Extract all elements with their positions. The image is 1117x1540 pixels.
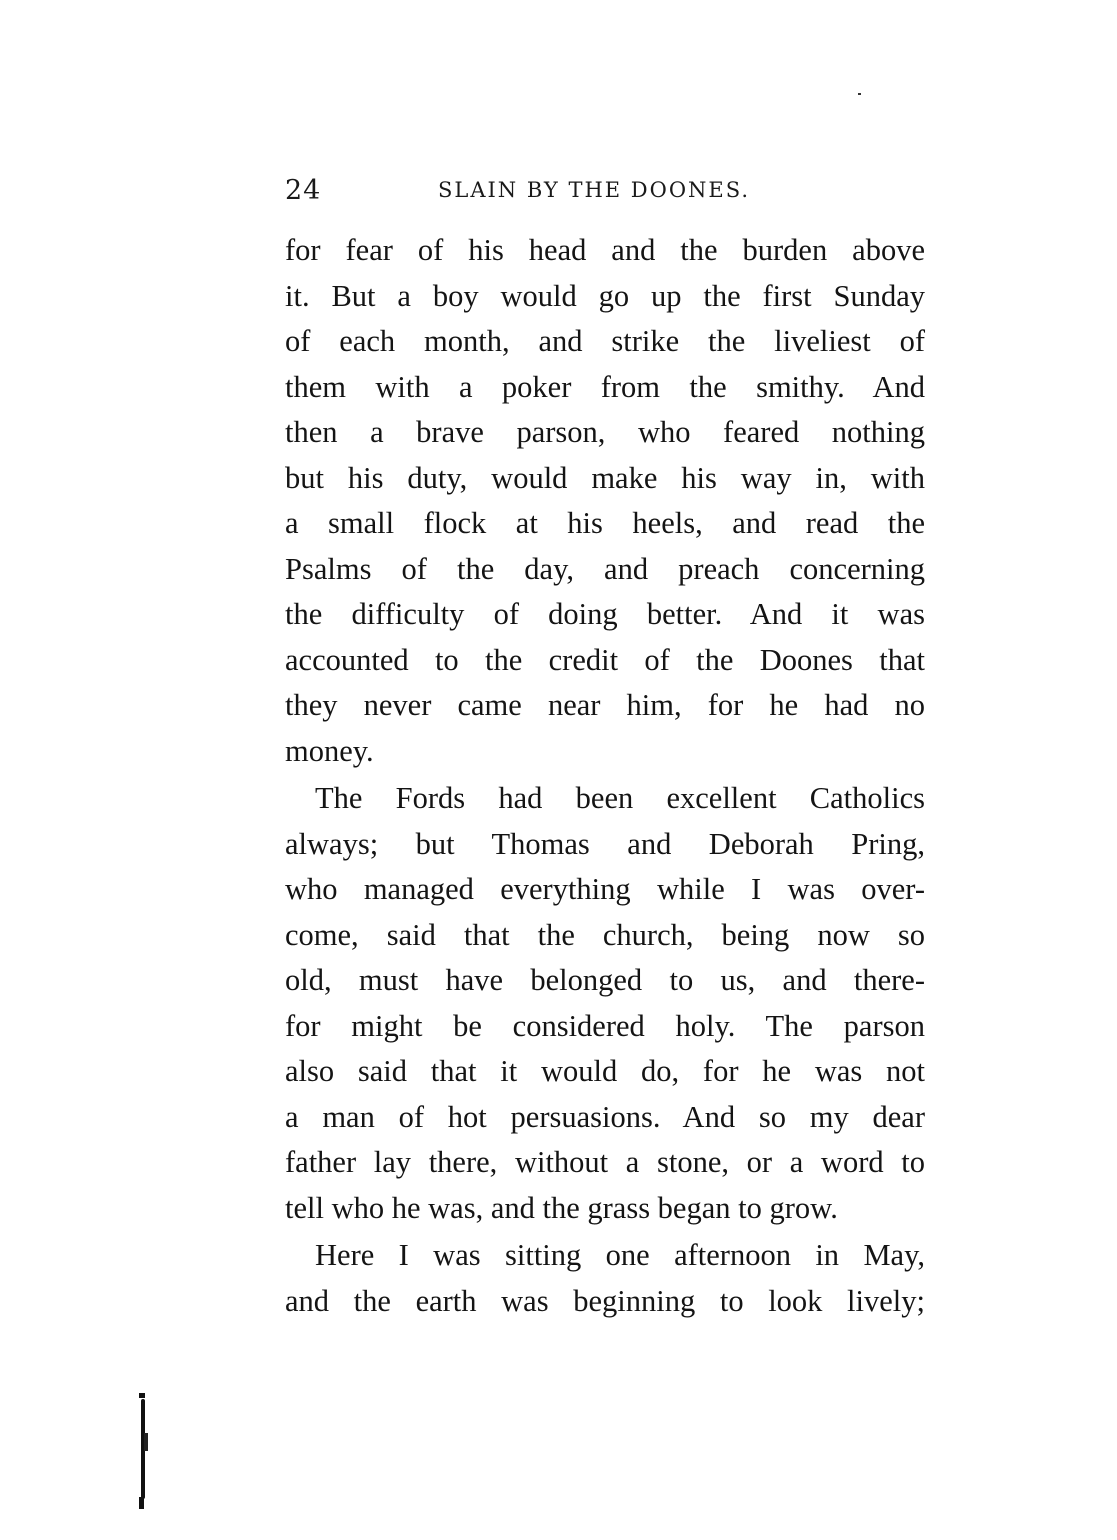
text-line: also said that it would do, for he was not xyxy=(285,1054,925,1088)
scan-speck xyxy=(144,1433,148,1451)
text-line: a small flock at his heels, and read the xyxy=(285,506,925,540)
scan-speck xyxy=(139,1393,145,1398)
text-line: accounted to the credit of the Doones that xyxy=(285,642,925,677)
page-header xyxy=(285,175,925,215)
running-head: SLAIN BY THE DOONES. xyxy=(438,178,751,202)
scan-speck xyxy=(858,93,861,95)
text-line: but his duty, would make his way in, with xyxy=(285,460,925,495)
text-line: for fear of his head and the burden above xyxy=(285,233,925,267)
binding-edge-mark xyxy=(139,1393,148,1513)
text-line: for might be considered holy. The parson xyxy=(285,1008,925,1043)
text-line: father lay there, without a stone, or a word to xyxy=(285,1145,925,1179)
text-line: old, must have belonged to us, and there- xyxy=(285,963,925,997)
text-line: and the earth was beginning to look lively; xyxy=(285,1283,925,1318)
scan-speck xyxy=(139,1497,144,1509)
text-line: Psalms of the day, and preach concerning xyxy=(285,551,925,586)
text-line: who managed everything while I was over- xyxy=(285,872,925,906)
page-number: 24 xyxy=(285,175,322,206)
text-line: come, said that the church, being now so xyxy=(285,917,925,952)
text-line: always; but Thomas and Deborah Pring, xyxy=(285,826,925,861)
text-line: then a brave parson, who feared nothing xyxy=(285,415,925,449)
text-line: it. But a boy would go up the first Sunday xyxy=(285,278,925,313)
body-text xyxy=(285,228,925,1324)
text-line: they never came near him, for he had no xyxy=(285,688,925,722)
text-line: a man of hot persuasions. And so my dear xyxy=(285,1099,925,1134)
text-line: tell who he was, and the grass began to grow. xyxy=(285,1190,838,1225)
text-line: the difficulty of doing better. And it was xyxy=(285,597,925,631)
text-line: The Fords had been excellent Catholics xyxy=(315,781,925,815)
text-line: Here I was sitting one afternoon in May, xyxy=(315,1238,925,1272)
text-line: of each month, and strike the liveliest of xyxy=(285,324,925,358)
text-line: money. xyxy=(285,733,374,768)
text-line: them with a poker from the smithy. And xyxy=(285,369,925,404)
